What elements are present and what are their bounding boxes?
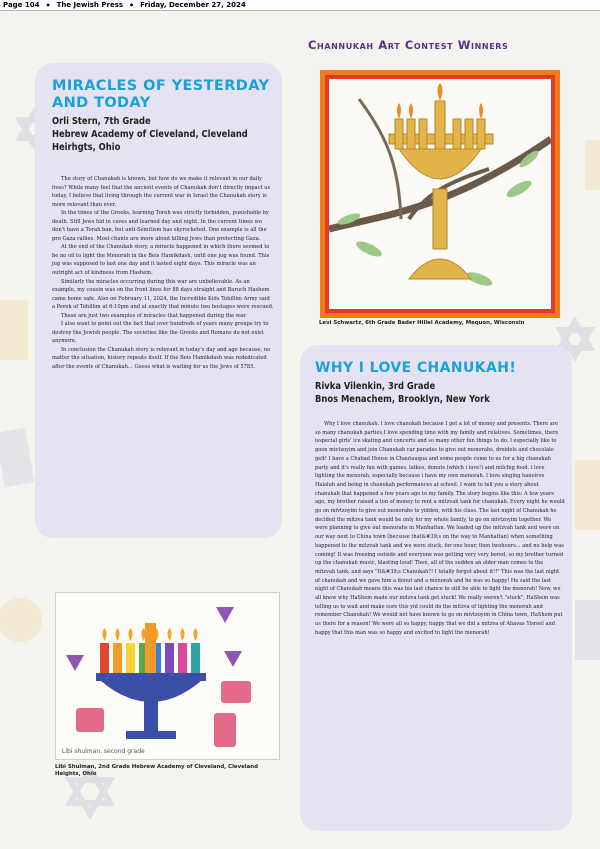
article-title: MIRACLES OF YESTERDAY AND TODAY bbox=[52, 78, 270, 111]
artwork-menorah-branch bbox=[320, 70, 560, 318]
article-body bbox=[52, 175, 274, 372]
article-panel-left bbox=[35, 63, 282, 538]
flame-icon bbox=[103, 628, 107, 641]
publication-name: The Jewish Press bbox=[56, 1, 124, 9]
article-panel-right bbox=[300, 345, 572, 831]
candle bbox=[191, 643, 200, 673]
article-title: WHY I LOVE CHANUKAH! bbox=[315, 360, 517, 376]
artwork-caption: Levi Schwartz, 6th Grade Bader Hillel Academy, Mequon, Wisconsin bbox=[319, 320, 525, 326]
issue-date: Friday, December 27, 2024 bbox=[140, 1, 246, 9]
separator-dot-icon: • bbox=[45, 0, 51, 10]
paragraph: In conclusion the Chanukah story is relevant in today's day and age because, no matter the situation, history repeats itself. If the Beis Hamikdash was rededicated after the events of Chanukah... Guess what is waiting for us the Jews of 5785. bbox=[52, 346, 271, 371]
colorful-menorah-drawing bbox=[56, 593, 279, 759]
shamash-candle bbox=[145, 623, 156, 673]
candle bbox=[178, 643, 187, 673]
paragraph: The story of Chanukah is known, but how do we make it relevant in our daily lives? While many feel that the ancient events of Chanukah don't directly impact us today, I believe that living through the current war in Israel the Chanukah story is more relevant than ever. bbox=[52, 176, 271, 208]
author-school: Hebrew Academy of Cleveland, Cleveland Heirhgts, Ohio bbox=[52, 129, 248, 153]
page-number: Page 104 bbox=[3, 1, 40, 9]
artwork-caption: Libi Shulman, 2nd Grade Hebrew Academy of Cleveland, Cleveland Heights, Ohio bbox=[55, 764, 258, 777]
article-byline bbox=[315, 380, 565, 406]
article-body bbox=[315, 420, 565, 638]
author-name: Rivka Vilenkin, 3rd Grade bbox=[315, 381, 436, 392]
candle bbox=[165, 643, 174, 673]
page-header bbox=[0, 0, 600, 11]
flame-icon bbox=[116, 628, 120, 641]
flame-icon bbox=[194, 628, 198, 641]
paragraph: In the times of the Greeks, learning Torah was strictly forbidden, punishable by death. Still Jews hid in caves and learned day and night. In the current times we don't have a Torah ban, but anti-Semitism has skyrocketed. One example is all the pro Gaza rallies. Most chants are more about killing Jews than protecting Gaza. bbox=[52, 210, 269, 242]
flame-icon bbox=[142, 628, 146, 641]
menorah-drawing bbox=[329, 79, 551, 309]
artwork-signature: Libi shulman. second grade bbox=[62, 748, 145, 755]
paragraph: At the end of the Chanukah story, a miracle happened in which there seemed to be no oil to light the Menorah in the Beis Hamikdash, until one jug was found. This jug was supposed to last one day and it lasted eight days. This miracle was an outright act of kindness from Hashem. bbox=[52, 244, 270, 277]
paragraph: Why I love chanukah. I love chanukah because I get a lot of money and presents. There are so many chanukah parties,I love spending time with my family and relatives. Sometimes, there isspecial girls' ice skating and concerts and so many other fun things to do. I especially like to goon mivtzoyim and join Chanukah car parades to give out menorahs, dreidels and chocolate gelt! I have a Chabad House in Chautauqua and some people come to us for a big chanukah party and it's really fun with games, latkes, donuts (which i love!) and milchig food. i love lighting the menorah, especially because i have my own menorah. I love singing haneiros Halaluh and being in chanukah performances at school. I want to tell you a story about chanukah that happened a few years ago to my family. The story begins like this: A few years ago, my brother raised a ton of money to rent a mitzvah tank for chanukah. Every night he would go on mivtzoyim to give out menorahs to yidden, with his class. The last night of Chanukah he decided the mitzva tank would be only for my whole family, to go on mivtzoyim together. We were planning to give out menorahs in Manhattan. We loaded up the mitzvah tank and were on our way next to China town (becsuse that&#39;s on the way to Manhattan) when something happened to the mitzvah tank and we were stuck, for one hour, then twohours... and no help was coming! It was freezing outside and everyone was getting very very bored, so my brother turned up the chanukah music, blasting loud! Then, all of the sudden an older man comes to the mitzvah tank, and says "It&#39;s Chanukah?! I totally forgot about it!!" This was the last night of chanukah and we gave him a donut and a menorah and he was so happy! He said the last night of Chanukah means this was his last chance to still be able to light the menorah! Now, we all knew why HaShem made our mitzva tank get stuck! We really weren't "stuck", HaShem was telling us to wait and make sure this yid could do the mitzva of lighting the menorah and remember Chanukah! We would not have known to go on mivtzoyim in China town, HaShem put us there for a reason! We were all so happy, happy that we did a mitzva of Ahavas Yisroel and happy that this man was so happy and excited to light the menorah! bbox=[315, 421, 565, 636]
author-school: Bnos Menachem, Brooklyn, New York bbox=[315, 394, 490, 405]
flame-icon bbox=[181, 628, 185, 641]
artwork-colorful-menorah bbox=[55, 592, 280, 760]
author-name: Orli Stern, 7th Grade bbox=[52, 116, 151, 127]
flame-icon bbox=[129, 628, 133, 641]
candle bbox=[113, 643, 122, 673]
section-title: Channukah Art Contest Winners bbox=[308, 38, 509, 52]
candle bbox=[100, 643, 109, 673]
paragraph: These are just two examples of miracles that happened during the war. bbox=[61, 312, 247, 319]
paragraph: I also want to point out the fact that over hundreds of years many groups try to destroy the Jewish people. The societies like the Greeks and Romans do not exist anymore. bbox=[52, 321, 269, 345]
article-byline bbox=[52, 115, 277, 154]
candle bbox=[126, 643, 135, 673]
separator-dot-icon: • bbox=[129, 0, 135, 10]
flame-icon bbox=[168, 628, 172, 641]
paragraph: Similarly the miracles occurring during this war are unbelievable. As an example, my cousin was on the front lines for 88 days straight and Baruch Hashem came home safe. Also on February 11, 2024, the Incredible Kids Tehillim Army said a Perek of Tehillim at 6:10pm and at exactly that minute two hostages were rescued. bbox=[52, 278, 274, 311]
